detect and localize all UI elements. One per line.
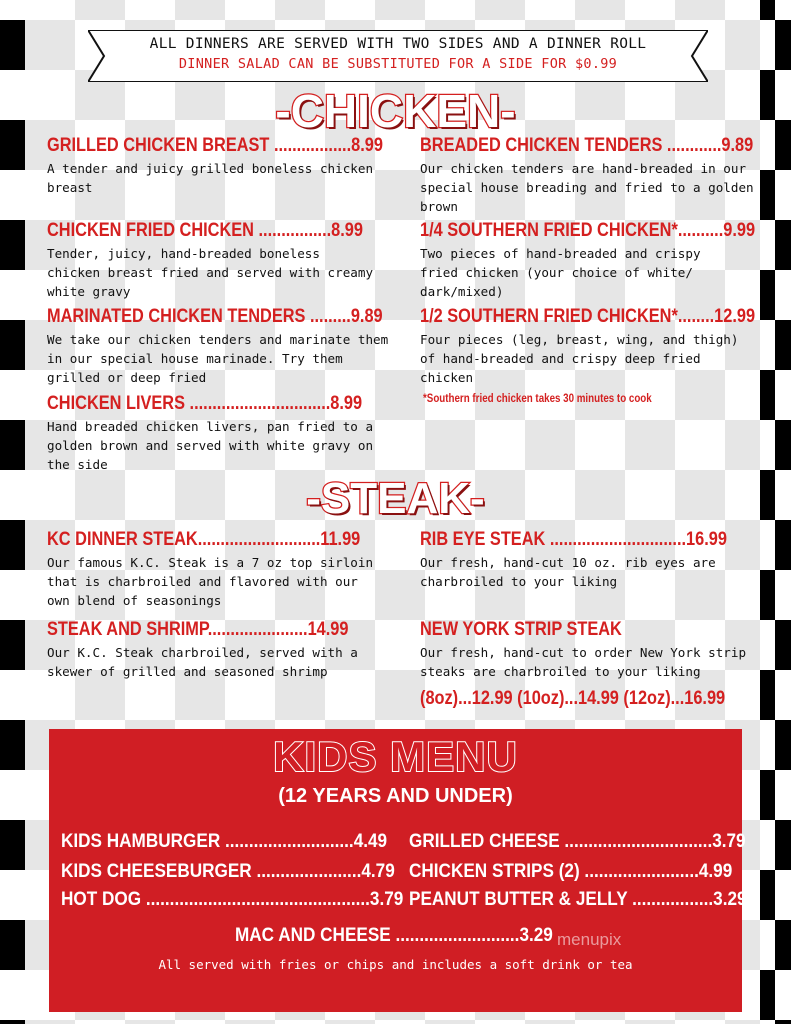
menu-item	[47, 619, 377, 681]
item-name: RIB EYE STEAK ..............................16.99	[420, 529, 727, 550]
menu-item	[47, 135, 383, 197]
dinner-info-banner	[88, 30, 708, 82]
kids-item: PEANUT BUTTER & JELLY .................3.29	[409, 888, 747, 910]
banner-line-2: DINNER SALAD CAN BE SUBSTITUTED FOR A SIDE FOR $0.99	[178, 56, 618, 72]
steak-section-title: -STEAK-	[306, 474, 485, 523]
item-description: Four pieces (leg, breast, wing, and thigh) of hand-breaded and crispy deep fried chicken	[420, 332, 739, 385]
menu-item	[47, 306, 392, 387]
kids-menu-footer: All served with fries or chips and includes a soft drink or tea	[158, 957, 633, 972]
item-description: Hand breaded chicken livers, pan fried to a golden brown and served with white gravy on the side	[47, 419, 374, 472]
item-description: Our K.C. Steak charbroiled, served with a skewer of grilled and seasoned shrimp	[47, 645, 358, 679]
kids-item: KIDS HAMBURGER ...........................4.49	[61, 830, 388, 852]
item-name: CHICKEN LIVERS ...............................8.99	[47, 393, 363, 414]
menu-item	[420, 529, 740, 591]
item-description: Our fresh, hand-cut to order New York strip steaks are charbroiled to your liking	[420, 645, 747, 679]
kids-item: KIDS CHEESEBURGER ......................4.79	[61, 860, 395, 882]
item-description: Our chicken tenders are hand-breaded in our special house breading and fried to a golden brown	[420, 161, 754, 214]
item-name: 1/4 SOUTHERN FRIED CHICKEN*..........9.99	[420, 220, 756, 241]
menu-item	[420, 306, 755, 387]
menupix-watermark: menupix	[557, 930, 622, 949]
menu-item	[47, 393, 392, 474]
item-name: BREADED CHICKEN TENDERS ............9.89	[420, 135, 754, 156]
item-name: 1/2 SOUTHERN FRIED CHICKEN*........12.99	[420, 306, 756, 327]
kids-menu-subtitle: (12 YEARS AND UNDER)	[278, 785, 513, 807]
southern-fried-note: *Southern fried chicken takes 30 minutes to cook	[423, 393, 652, 405]
kids-menu-panel	[49, 729, 747, 1012]
item-name: NEW YORK STRIP STEAK	[420, 619, 622, 640]
kids-item: GRILLED CHEESE ...............................3.79	[409, 830, 746, 852]
item-description: Two pieces of hand-breaded and crispy fried chicken (your choice of white/ dark/mixed)	[420, 246, 701, 299]
chicken-section-title: -CHICKEN-	[275, 85, 516, 137]
item-name: STEAK AND SHRIMP......................14.99	[47, 619, 349, 640]
menu-item	[420, 220, 756, 301]
item-name: GRILLED CHICKEN BREAST .................8.99	[47, 135, 383, 156]
menu-item	[420, 135, 755, 216]
menu-item	[47, 220, 377, 301]
item-description: Our famous K.C. Steak is a 7 oz top sirloin that is charbroiled and flavored with our own blend of seasonings	[47, 555, 374, 608]
kids-item: CHICKEN STRIPS (2) ........................4.99	[409, 860, 733, 882]
kids-menu-title: KIDS MENU	[273, 733, 518, 780]
item-name: KC DINNER STEAK...........................11.99	[47, 529, 361, 550]
item-name: CHICKEN FRIED CHICKEN ................8.99	[47, 220, 363, 241]
item-name: MARINATED CHICKEN TENDERS .........9.89	[47, 306, 383, 327]
kids-item: MAC AND CHEESE ..........................3.29	[235, 924, 553, 946]
kids-item: HOT DOG ...............................................3.79	[61, 888, 404, 910]
menu-item	[420, 619, 755, 681]
item-description: Tender, juicy, hand-breaded boneless chicken breast fried and served with creamy white gravy	[47, 246, 374, 299]
menu-item	[47, 529, 377, 610]
banner-line-1: ALL DINNERS ARE SERVED WITH TWO SIDES AND A DINNER ROLL	[149, 36, 647, 52]
steak-size-prices: (8oz)...12.99 (10oz)...14.99 (12oz)...16.99	[420, 688, 726, 709]
item-description: We take our chicken tenders and marinate them in our special house marinade. Try them grilled or deep fried	[47, 332, 389, 385]
item-description: Our fresh, hand-cut 10 oz. rib eyes are charbroiled to your liking	[420, 555, 716, 589]
item-description: A tender and juicy grilled boneless chicken breast	[47, 161, 374, 195]
